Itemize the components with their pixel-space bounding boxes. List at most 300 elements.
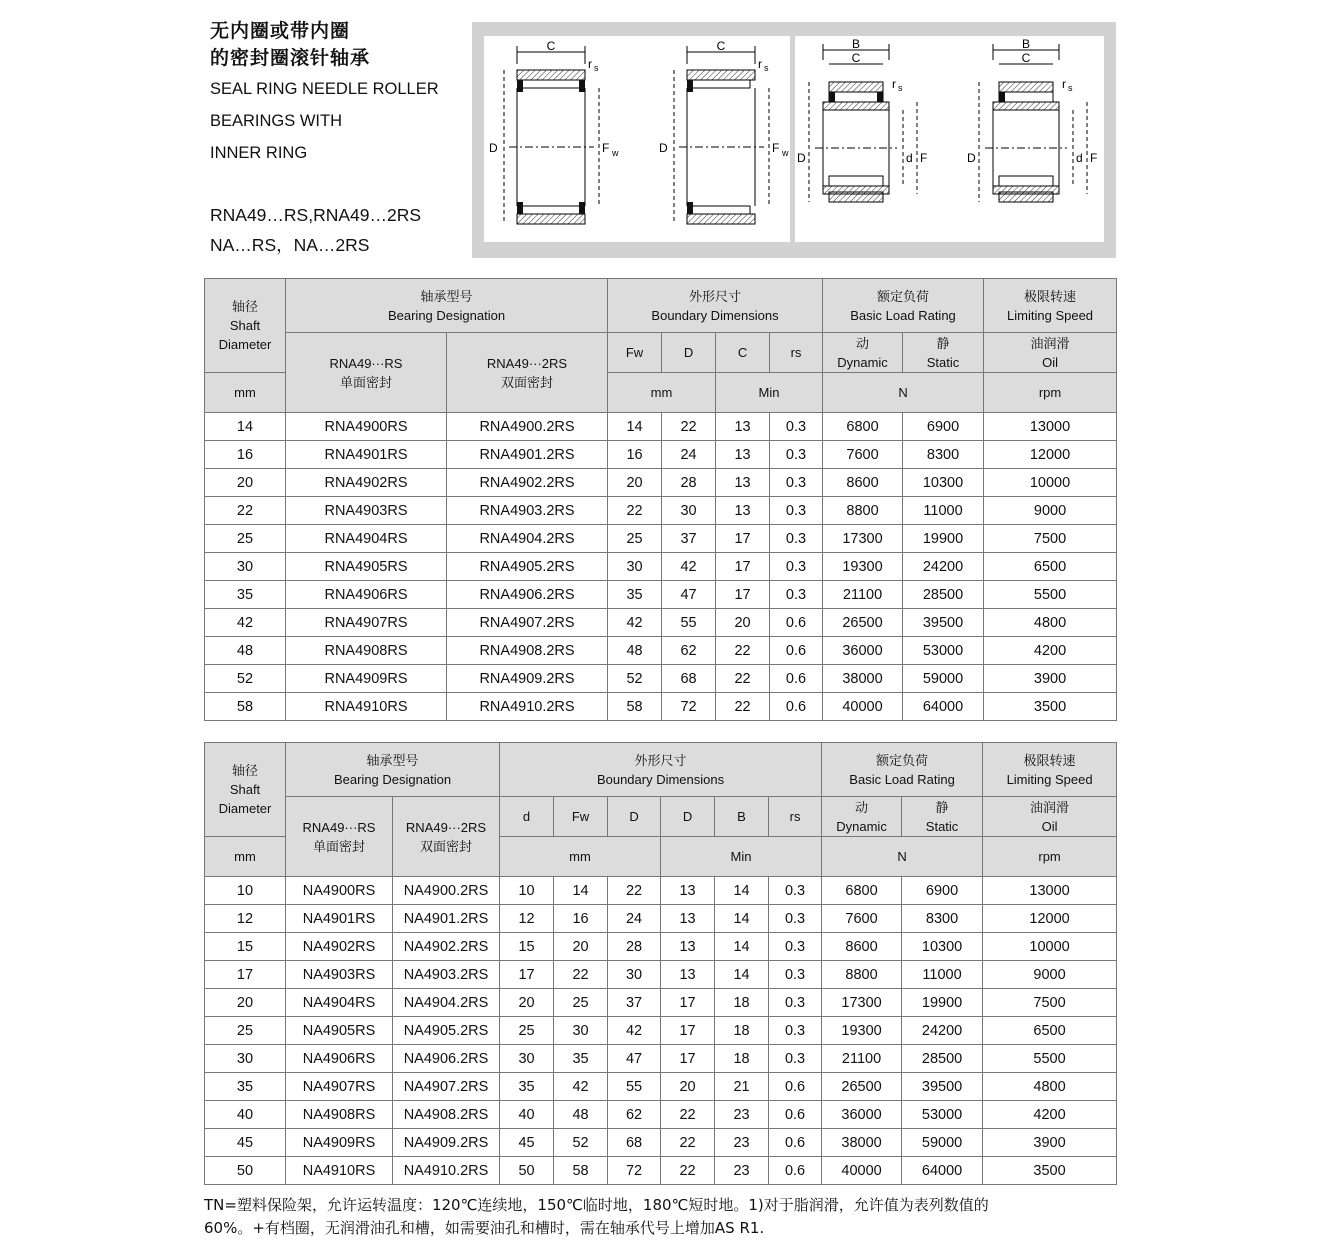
table-cell: NA4906RS <box>286 1045 393 1073</box>
table-cell: 0.3 <box>770 469 823 497</box>
svg-text:s: s <box>898 83 903 93</box>
table-cell: NA4908.2RS <box>393 1101 500 1129</box>
header-bearing-designation: 轴承型号 Bearing Designation <box>286 743 500 797</box>
table-cell: 52 <box>608 665 662 693</box>
table-cell: 25 <box>554 989 608 1017</box>
table-cell: 62 <box>608 1101 661 1129</box>
title-cn-line2: 的密封圈滚针轴承 <box>210 47 371 69</box>
header-oil: 油润滑 Oil <box>983 797 1117 837</box>
table-cell: 22 <box>716 665 770 693</box>
table-cell: 0.6 <box>770 609 823 637</box>
table-cell: 45 <box>205 1129 286 1157</box>
table-cell: 23 <box>715 1157 769 1185</box>
table-cell: 35 <box>554 1045 608 1073</box>
table-cell: 22 <box>554 961 608 989</box>
table-cell: NA4909.2RS <box>393 1129 500 1157</box>
header-col-D: D <box>608 797 661 837</box>
table-cell: 17 <box>661 989 715 1017</box>
table-cell: 17 <box>500 961 554 989</box>
svg-text:s: s <box>764 63 769 73</box>
table-cell: 18 <box>715 1017 769 1045</box>
table-cell: 17300 <box>823 525 903 553</box>
title-en-line2: BEARINGS WITH <box>210 112 343 130</box>
table-cell: 19900 <box>902 989 983 1017</box>
table-cell: 8300 <box>903 441 984 469</box>
svg-text:F: F <box>772 141 780 155</box>
table-cell: 3500 <box>983 1157 1117 1185</box>
table-cell: 38000 <box>823 665 903 693</box>
table-cell: 37 <box>608 989 661 1017</box>
table-cell: 53000 <box>902 1101 983 1129</box>
table-cell: 64000 <box>903 693 984 721</box>
table-cell: 13 <box>661 933 715 961</box>
table-row <box>205 989 1117 1017</box>
table-cell: NA4907.2RS <box>393 1073 500 1101</box>
table-cell: RNA4902.2RS <box>447 469 608 497</box>
table-cell: RNA4910RS <box>286 693 447 721</box>
table-row <box>205 1101 1117 1129</box>
table-cell: 22 <box>608 497 662 525</box>
table-cell: 50 <box>500 1157 554 1185</box>
table-cell: 0.3 <box>770 441 823 469</box>
table-cell: 0.6 <box>769 1101 822 1129</box>
table-cell: RNA4903.2RS <box>447 497 608 525</box>
svg-text:r: r <box>892 77 896 91</box>
table-cell: 0.6 <box>769 1073 822 1101</box>
svg-text:D: D <box>797 151 806 165</box>
table-cell: 36000 <box>822 1101 902 1129</box>
table-cell: RNA4908RS <box>286 637 447 665</box>
table-cell: 9000 <box>984 497 1117 525</box>
table-row <box>205 637 1117 665</box>
table-cell: 7500 <box>983 989 1117 1017</box>
table-cell: 12 <box>500 905 554 933</box>
header-unit-shaft-mm: mm <box>205 837 286 877</box>
table-row <box>205 469 1117 497</box>
header-oil: 油润滑 Oil <box>984 333 1117 373</box>
table-cell: 18 <box>715 989 769 1017</box>
header-unit-shaft-mm: mm <box>205 373 286 413</box>
table-cell: RNA4901.2RS <box>447 441 608 469</box>
table-cell: 7500 <box>984 525 1117 553</box>
table-cell: 6900 <box>902 877 983 905</box>
bearing-4-drawing <box>967 37 1097 202</box>
table-cell: 25 <box>205 525 286 553</box>
svg-text:C: C <box>546 39 556 53</box>
title-block <box>210 18 470 168</box>
table-cell: 22 <box>662 413 716 441</box>
table-cell: 45 <box>500 1129 554 1157</box>
table-cell: 8800 <box>823 497 903 525</box>
table-cell: 13 <box>661 877 715 905</box>
svg-text:r: r <box>758 57 762 71</box>
bearing-3-drawing <box>797 37 927 202</box>
table-cell: 10300 <box>902 933 983 961</box>
table-cell: NA4909RS <box>286 1129 393 1157</box>
table-cell: 17 <box>205 961 286 989</box>
svg-text:B: B <box>851 37 861 51</box>
table-cell: RNA4906.2RS <box>447 581 608 609</box>
table-cell: 20 <box>608 469 662 497</box>
table-cell: 35 <box>205 1073 286 1101</box>
bearing-2-drawing <box>659 39 789 224</box>
table-cell: 15 <box>205 933 286 961</box>
table-cell: 14 <box>205 413 286 441</box>
header-col-fw: Fw <box>608 333 662 373</box>
header-static: 静 Static <box>903 333 984 373</box>
table-cell: 4200 <box>983 1101 1117 1129</box>
table-row <box>205 1129 1117 1157</box>
table-row <box>205 693 1117 721</box>
table-cell: 17 <box>661 1045 715 1073</box>
table-cell: 25 <box>500 1017 554 1045</box>
table-cell: 47 <box>662 581 716 609</box>
table-cell: 26500 <box>822 1073 902 1101</box>
table-cell: 16 <box>205 441 286 469</box>
table-cell: 19900 <box>903 525 984 553</box>
table-cell: 30 <box>608 553 662 581</box>
table-cell: 24 <box>608 905 661 933</box>
table-cell: 6800 <box>823 413 903 441</box>
series-line2: NA…RS，NA…2RS <box>210 235 370 255</box>
table-cell: 11000 <box>903 497 984 525</box>
table-cell: 0.3 <box>769 877 822 905</box>
table-cell: 3500 <box>984 693 1117 721</box>
svg-text:D: D <box>489 141 498 155</box>
table-cell: 22 <box>205 497 286 525</box>
table-row <box>205 933 1117 961</box>
table-cell: 0.3 <box>770 413 823 441</box>
table-cell: RNA4907RS <box>286 609 447 637</box>
table-cell: 17300 <box>822 989 902 1017</box>
table-cell: 62 <box>662 637 716 665</box>
header-unit-n: N <box>822 837 983 877</box>
table-cell: 4200 <box>984 637 1117 665</box>
table-cell: 22 <box>716 693 770 721</box>
table-cell: 40 <box>500 1101 554 1129</box>
table-cell: NA4903RS <box>286 961 393 989</box>
table-row <box>205 1017 1117 1045</box>
table-cell: 23 <box>715 1129 769 1157</box>
table-cell: 13 <box>716 413 770 441</box>
header-col-D2: D <box>661 797 715 837</box>
table-cell: 59000 <box>903 665 984 693</box>
header-unit-rpm: rpm <box>983 837 1117 877</box>
table-cell: 12000 <box>984 441 1117 469</box>
table-cell: 42 <box>205 609 286 637</box>
table-cell: 18 <box>715 1045 769 1073</box>
table-cell: 8800 <box>822 961 902 989</box>
header-col-fw: Fw <box>554 797 608 837</box>
table-cell: 68 <box>608 1129 661 1157</box>
table-cell: RNA4904RS <box>286 525 447 553</box>
bearing-1-drawing <box>489 39 619 224</box>
table-cell: RNA4905.2RS <box>447 553 608 581</box>
table-cell: 55 <box>662 609 716 637</box>
table-cell: 30 <box>500 1045 554 1073</box>
table-cell: NA4907RS <box>286 1073 393 1101</box>
table-cell: 48 <box>608 637 662 665</box>
table-cell: 0.3 <box>769 1017 822 1045</box>
header-boundary-dimensions: 外形尺寸 Boundary Dimensions <box>608 279 823 333</box>
table-cell: RNA4901RS <box>286 441 447 469</box>
table-cell: 36000 <box>823 637 903 665</box>
svg-text:s: s <box>594 63 599 73</box>
table-cell: 13 <box>716 497 770 525</box>
table-cell: NA4906.2RS <box>393 1045 500 1073</box>
header-col-B: B <box>715 797 769 837</box>
table-cell: 0.3 <box>770 497 823 525</box>
table-cell: 22 <box>661 1157 715 1185</box>
table-cell: 6500 <box>984 553 1117 581</box>
header-unit-n: N <box>823 373 984 413</box>
table-cell: RNA4900RS <box>286 413 447 441</box>
table-cell: 0.3 <box>770 553 823 581</box>
table-cell: 14 <box>554 877 608 905</box>
header-col-rs: rs <box>770 333 823 373</box>
table-cell: NA4908RS <box>286 1101 393 1129</box>
header-load-rating: 额定负荷 Basic Load Rating <box>822 743 983 797</box>
svg-text:D: D <box>967 151 976 165</box>
svg-text:C: C <box>716 39 726 53</box>
header-unit-mm: mm <box>608 373 716 413</box>
svg-text:C: C <box>1021 51 1031 65</box>
table-cell: RNA4900.2RS <box>447 413 608 441</box>
header-double-seal: RNA49···2RS 双面密封 <box>393 797 500 877</box>
table-cell: NA4910.2RS <box>393 1157 500 1185</box>
table-row <box>205 609 1117 637</box>
table-row <box>205 905 1117 933</box>
table-cell: 22 <box>661 1101 715 1129</box>
svg-text:r: r <box>1062 77 1066 91</box>
table-cell: 0.3 <box>770 525 823 553</box>
table-cell: 17 <box>716 553 770 581</box>
table-cell: 58 <box>205 693 286 721</box>
title-cn-line1: 无内圈或带内圈 <box>210 20 351 42</box>
table-cell: 9000 <box>983 961 1117 989</box>
table-row <box>205 1045 1117 1073</box>
table-cell: 48 <box>205 637 286 665</box>
table-cell: 0.6 <box>770 637 823 665</box>
footnote <box>204 1194 1104 1240</box>
table-cell: 0.3 <box>769 989 822 1017</box>
table-cell: 38000 <box>822 1129 902 1157</box>
table-cell: 5500 <box>983 1045 1117 1073</box>
header-unit-mm: mm <box>500 837 661 877</box>
table-row <box>205 441 1117 469</box>
table-cell: 0.6 <box>770 693 823 721</box>
table-cell: 42 <box>608 609 662 637</box>
table-cell: 30 <box>662 497 716 525</box>
header-dynamic: 动 Dynamic <box>823 333 903 373</box>
table-cell: NA4902RS <box>286 933 393 961</box>
table-cell: 14 <box>715 877 769 905</box>
table-cell: 28500 <box>902 1045 983 1073</box>
header-col-d: d <box>500 797 554 837</box>
table-cell: 3900 <box>984 665 1117 693</box>
table-cell: 21100 <box>823 581 903 609</box>
svg-text:d: d <box>906 151 913 165</box>
table-cell: RNA4908.2RS <box>447 637 608 665</box>
table-cell: NA4905RS <box>286 1017 393 1045</box>
table-cell: 15 <box>500 933 554 961</box>
table-cell: 72 <box>662 693 716 721</box>
table-cell: NA4904.2RS <box>393 989 500 1017</box>
table-cell: 21 <box>715 1073 769 1101</box>
table-cell: 8300 <box>902 905 983 933</box>
table-cell: 58 <box>608 693 662 721</box>
header-col-C: C <box>716 333 770 373</box>
table-cell: 42 <box>554 1073 608 1101</box>
table-cell: RNA4910.2RS <box>447 693 608 721</box>
diagram-panel-with-inner-ring <box>795 36 1104 242</box>
svg-text:F: F <box>1090 151 1098 165</box>
table-cell: 13000 <box>983 877 1117 905</box>
table-cell: 14 <box>715 961 769 989</box>
table-cell: 30 <box>608 961 661 989</box>
table-cell: RNA4903RS <box>286 497 447 525</box>
table-cell: 10300 <box>903 469 984 497</box>
table-cell: NA4902.2RS <box>393 933 500 961</box>
header-shaft: 轴径 Shaft Diameter <box>205 279 286 373</box>
table-cell: 13 <box>716 441 770 469</box>
table-cell: 0.3 <box>769 933 822 961</box>
table-cell: 0.6 <box>769 1157 822 1185</box>
svg-text:s: s <box>1068 83 1073 93</box>
table-row <box>205 581 1117 609</box>
table-cell: 39500 <box>903 609 984 637</box>
table-cell: 25 <box>608 525 662 553</box>
table-cell: 48 <box>554 1101 608 1129</box>
table-cell: RNA4905RS <box>286 553 447 581</box>
svg-text:r: r <box>588 57 592 71</box>
table-cell: 42 <box>608 1017 661 1045</box>
svg-text:B: B <box>1021 37 1031 51</box>
table-row <box>205 961 1117 989</box>
table-cell: 10 <box>500 877 554 905</box>
table-cell: 10000 <box>984 469 1117 497</box>
table-cell: NA4904RS <box>286 989 393 1017</box>
table-cell: 19300 <box>822 1017 902 1045</box>
table-cell: 25 <box>205 1017 286 1045</box>
table-cell: 68 <box>662 665 716 693</box>
table-row <box>205 1073 1117 1101</box>
header-bearing-designation: 轴承型号 Bearing Designation <box>286 279 608 333</box>
table-cell: RNA4907.2RS <box>447 609 608 637</box>
svg-text:d: d <box>1076 151 1083 165</box>
table-cell: NA4900RS <box>286 877 393 905</box>
table-cell: 0.6 <box>770 665 823 693</box>
table-cell: 28500 <box>903 581 984 609</box>
header-limiting-speed: 极限转速 Limiting Speed <box>984 279 1117 333</box>
header-dynamic: 动 Dynamic <box>822 797 902 837</box>
table-cell: 24 <box>662 441 716 469</box>
table-cell: 14 <box>715 933 769 961</box>
table-cell: 17 <box>716 525 770 553</box>
table-cell: 50 <box>205 1157 286 1185</box>
table-cell: 8600 <box>822 933 902 961</box>
table-cell: 35 <box>205 581 286 609</box>
table-cell: 58 <box>554 1157 608 1185</box>
header-unit-min: Min <box>716 373 823 413</box>
table-cell: 17 <box>716 581 770 609</box>
table-cell: RNA4909.2RS <box>447 665 608 693</box>
table-cell: 59000 <box>902 1129 983 1157</box>
table-cell: 30 <box>205 1045 286 1073</box>
table-cell: NA4903.2RS <box>393 961 500 989</box>
table-cell: 0.3 <box>769 1045 822 1073</box>
table-cell: 4800 <box>984 609 1117 637</box>
table-cell: 30 <box>205 553 286 581</box>
header-load-rating: 额定负荷 Basic Load Rating <box>823 279 984 333</box>
table-cell: NA4901.2RS <box>393 905 500 933</box>
table-cell: 55 <box>608 1073 661 1101</box>
table-cell: 23 <box>715 1101 769 1129</box>
table-cell: 20 <box>500 989 554 1017</box>
table-row <box>205 665 1117 693</box>
footnote-line1: TN=塑料保险架，允许运转温度：120℃连续地，150℃临时地，180℃短时地。1)对于脂润滑，允许值为表列数值的 <box>204 1196 989 1214</box>
table-cell: 53000 <box>903 637 984 665</box>
table-cell: 22 <box>608 877 661 905</box>
table-row <box>205 413 1117 441</box>
table-cell: 14 <box>608 413 662 441</box>
table-cell: 24200 <box>903 553 984 581</box>
table-cell: 5500 <box>984 581 1117 609</box>
header-unit-rpm: rpm <box>984 373 1117 413</box>
table-cell: NA4901RS <box>286 905 393 933</box>
table-cell: 20 <box>205 469 286 497</box>
table-cell: 7600 <box>822 905 902 933</box>
table-cell: 42 <box>662 553 716 581</box>
series-designation <box>210 200 421 260</box>
table-cell: 20 <box>205 989 286 1017</box>
footnote-line2: 60%。+有档圈，无润滑油孔和槽，如需要油孔和槽时，需在轴承代号上增加AS R1. <box>204 1219 765 1237</box>
title-en-line3: INNER RING <box>210 144 308 162</box>
table-cell: 0.6 <box>769 1129 822 1157</box>
svg-text:F: F <box>602 141 610 155</box>
header-single-seal: RNA49···RS 单面密封 <box>286 333 447 413</box>
table-cell: 0.3 <box>769 905 822 933</box>
table-cell: NA4910RS <box>286 1157 393 1185</box>
table-cell: 64000 <box>902 1157 983 1185</box>
table-cell: 10 <box>205 877 286 905</box>
header-boundary-dimensions: 外形尺寸 Boundary Dimensions <box>500 743 822 797</box>
table-cell: 6500 <box>983 1017 1117 1045</box>
header-limiting-speed: 极限转速 Limiting Speed <box>983 743 1117 797</box>
table-cell: 40 <box>205 1101 286 1129</box>
table-cell: 0.3 <box>770 581 823 609</box>
table-cell: 3900 <box>983 1129 1117 1157</box>
header-double-seal: RNA49···2RS 双面密封 <box>447 333 608 413</box>
table-cell: 72 <box>608 1157 661 1185</box>
table-cell: 20 <box>716 609 770 637</box>
table-cell: NA4900.2RS <box>393 877 500 905</box>
table-cell: 7600 <box>823 441 903 469</box>
table-cell: 19300 <box>823 553 903 581</box>
table-cell: 24200 <box>902 1017 983 1045</box>
table-cell: 12000 <box>983 905 1117 933</box>
na-spec-table <box>204 742 1117 1185</box>
table-cell: NA4905.2RS <box>393 1017 500 1045</box>
table-cell: 20 <box>661 1073 715 1101</box>
diagram-panel-without-inner-ring <box>484 36 790 242</box>
table-cell: 37 <box>662 525 716 553</box>
table-cell: 0.3 <box>769 961 822 989</box>
table-cell: 26500 <box>823 609 903 637</box>
table-cell: RNA4906RS <box>286 581 447 609</box>
table-cell: 35 <box>500 1073 554 1101</box>
table-cell: 39500 <box>902 1073 983 1101</box>
